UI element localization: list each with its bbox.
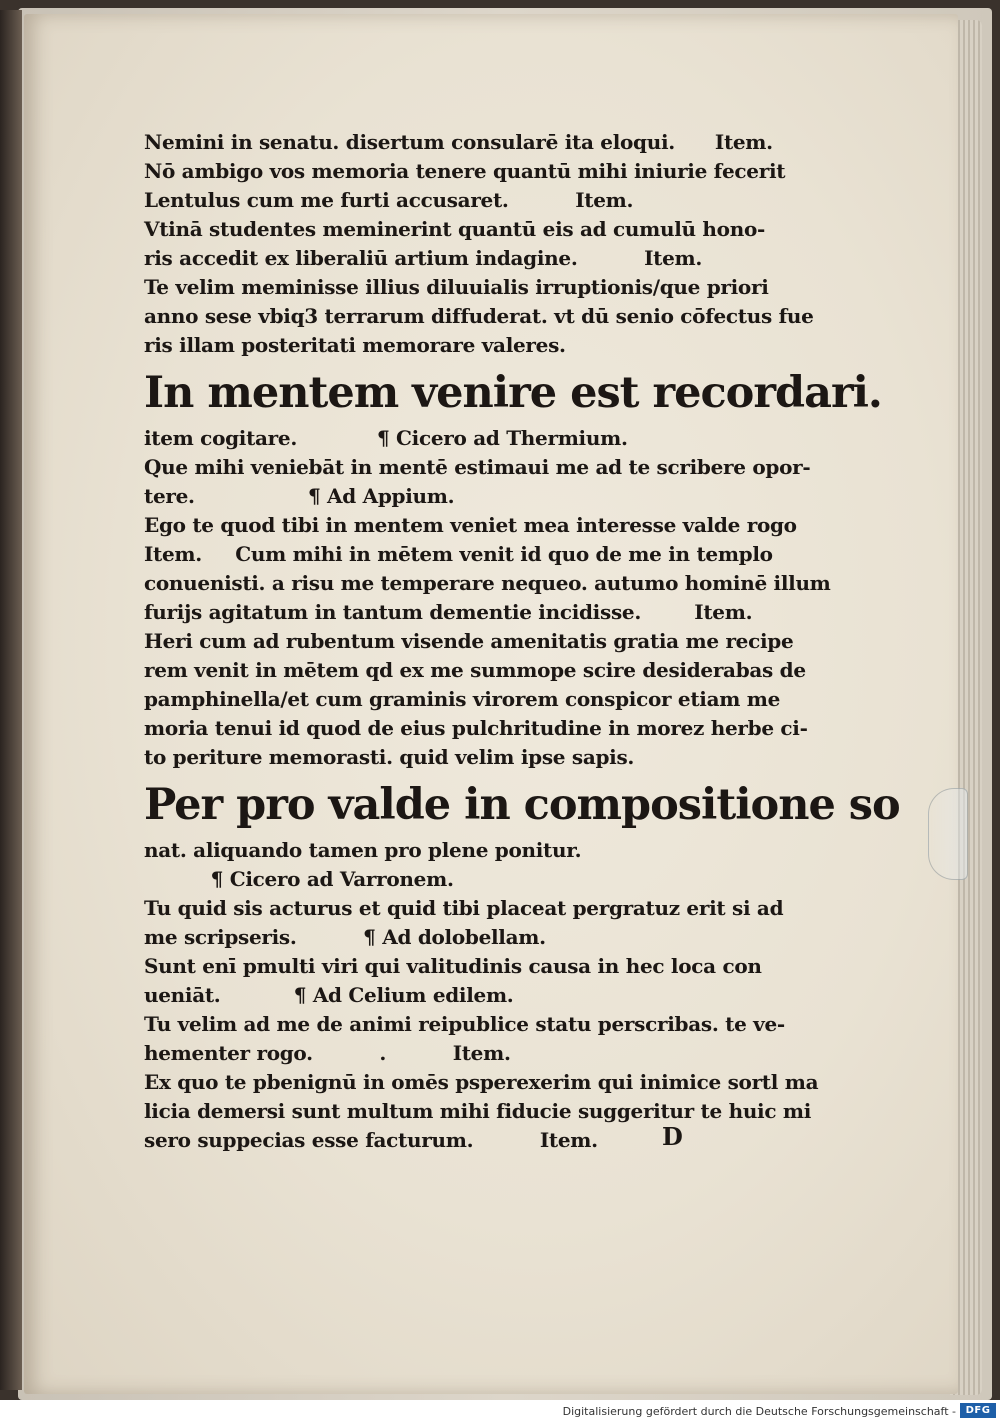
footer-credit: Digitalisierung gefördert durch die Deutsche Forschungsgemeinschaft - <box>562 1405 956 1418</box>
text-line: rem venit in mētem qd ex me summope scire desiderabas de <box>144 658 806 682</box>
text-line: hementer rogo. . Item. <box>144 1041 511 1065</box>
text-line: Te velim meminisse illius diluuialis irruptionis/que priori <box>144 275 769 299</box>
text-line: Nō ambigo vos memoria tenere quantū mihi iniurie fecerit <box>144 159 786 183</box>
text-line: moria tenui id quod de eius pulchritudine in morez herbe ci- <box>144 716 808 740</box>
section-heading: In mentem venire est recordari. <box>144 368 882 418</box>
text-block <box>144 128 900 1155</box>
text-line: Tu quid sis acturus et quid tibi placeat pergratuz erit si ad <box>144 896 784 920</box>
text-line: Heri cum ad rubentum visende amenitatis gratia me recipe <box>144 629 794 653</box>
text-line: Nemini in senatu. disertum consularē ita eloqui. Item. <box>144 130 773 154</box>
dfg-logo[interactable]: DFG <box>960 1403 996 1418</box>
text-line: Item. Cum mihi in mētem venit id quo de me in templo <box>144 542 773 566</box>
text-line: sero suppecias esse facturum. Item. <box>144 1128 598 1152</box>
text-line: ris illam posteritati memorare valeres. <box>144 333 566 357</box>
text-line: item cogitare. ¶ Cicero ad Thermium. <box>144 426 628 450</box>
footer-bar <box>0 1400 1000 1423</box>
section-heading: Per pro valde in compositione so <box>144 780 900 830</box>
text-line: furijs agitatum in tantum dementie incidisse. Item. <box>144 600 753 624</box>
text-line: nat. aliquando tamen pro plene ponitur. <box>144 838 582 862</box>
text-line: conuenisti. a risu me temperare nequeo. autumo hominē illum <box>144 571 831 595</box>
text-line: ueniāt. ¶ Ad Celium edilem. <box>144 983 514 1007</box>
text-line: anno sese vbiq3 terrarum diffuderat. vt dū senio cōfectus fue <box>144 304 814 328</box>
text-line: Sunt enī pmulti viri qui valitudinis causa in hec loca con <box>144 954 762 978</box>
text-line: tere. ¶ Ad Appium. <box>144 484 455 508</box>
text-line: Vtinā studentes meminerint quantū eis ad cumulū hono- <box>144 217 765 241</box>
text-line: ¶ Cicero ad Varronem. <box>144 867 454 891</box>
text-line: Que mihi veniebāt in mentē estimaui me ad te scribere opor- <box>144 455 811 479</box>
page-clip <box>928 788 968 880</box>
text-line: Ego te quod tibi in mentem veniet mea interesse valde rogo <box>144 513 797 537</box>
text-line: to periture memorasti. quid velim ipse sapis. <box>144 745 635 769</box>
text-line: ris accedit ex liberaliū artium indagine. Item. <box>144 246 703 270</box>
binding-gutter <box>0 10 22 1390</box>
text-line: Tu velim ad me de animi reipublice statu perscribas. te ve- <box>144 1012 785 1036</box>
signature-mark: D <box>662 1122 683 1151</box>
text-line: Ex quo te pbenignū in omēs psperexerim qui inimice sortl ma <box>144 1070 819 1094</box>
text-line: me scripseris. ¶ Ad dolobellam. <box>144 925 546 949</box>
text-line: pamphinella/et cum graminis virorem conspicor etiam me <box>144 687 781 711</box>
text-line: licia demersi sunt multum mihi fiducie suggeritur te huic mi <box>144 1099 812 1123</box>
text-line: Lentulus cum me furti accusaret. Item. <box>144 188 634 212</box>
